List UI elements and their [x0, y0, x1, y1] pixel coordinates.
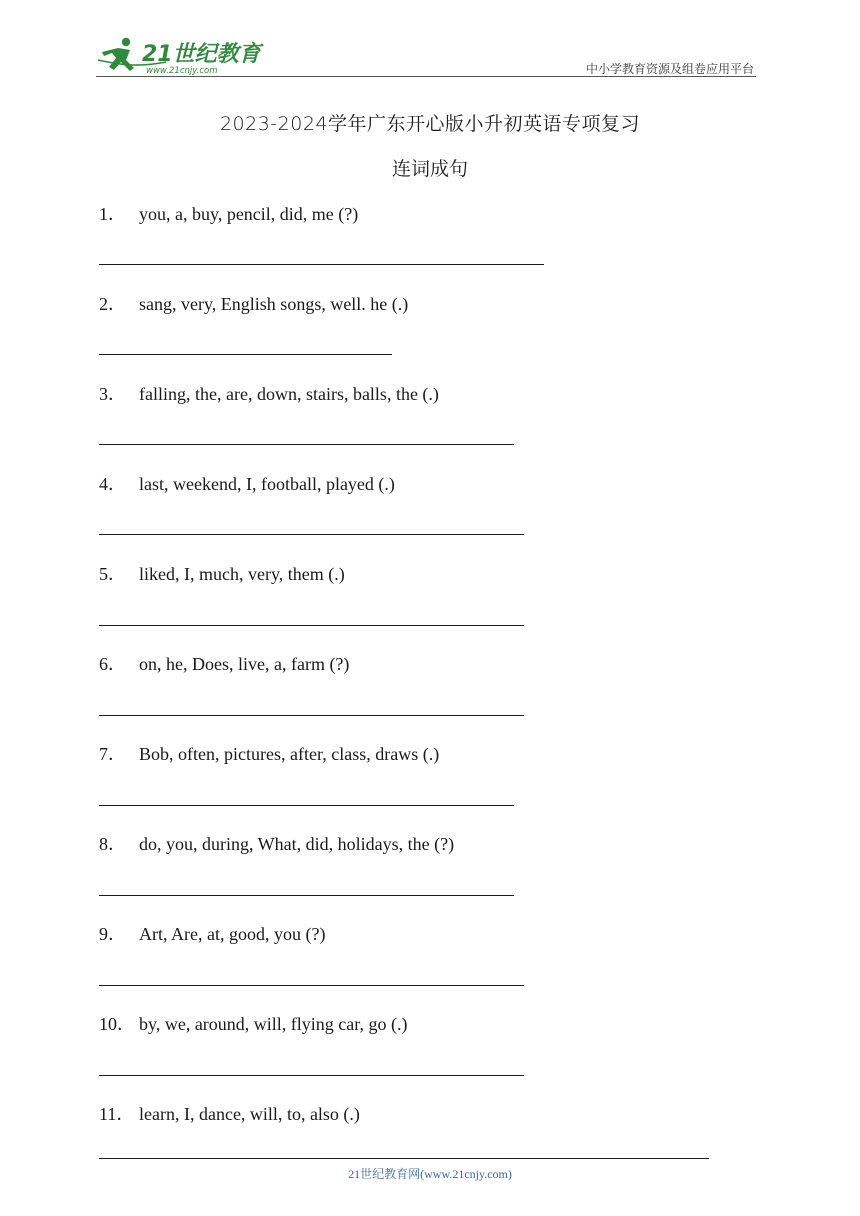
question-number: 3．	[99, 384, 126, 404]
question-item	[99, 380, 439, 406]
question-item	[99, 290, 408, 316]
question-item	[99, 470, 395, 496]
question-number: 1．	[99, 204, 126, 224]
question-text: by, we, around, will, flying car, go (.)	[139, 1014, 408, 1034]
question-item	[99, 650, 349, 676]
answer-line[interactable]	[99, 534, 524, 535]
answer-line[interactable]	[99, 985, 524, 986]
question-number: 5．	[99, 564, 126, 584]
question-text: do, you, during, What, did, holidays, the (?)	[139, 834, 455, 854]
page-subtitle: 连词成句	[391, 158, 468, 180]
question-item	[99, 740, 439, 766]
question-text: liked, I, much, very, them (.)	[139, 564, 345, 584]
answer-line[interactable]	[99, 715, 524, 716]
question-text: sang, very, English songs, well. he (.)	[139, 294, 409, 314]
answer-line[interactable]	[99, 354, 392, 355]
answer-line[interactable]	[99, 895, 514, 896]
svg-text:21世纪教育: 21世纪教育	[142, 42, 261, 67]
question-text: last, weekend, I, football, played (.)	[139, 474, 395, 494]
question-number: 4．	[99, 474, 126, 494]
question-item	[99, 830, 454, 856]
answer-line[interactable]	[99, 805, 514, 806]
page-title: 2023-2024学年广东开心版小升初英语专项复习	[219, 113, 641, 135]
question-text: on, he, Does, live, a, farm (?)	[139, 654, 350, 674]
question-item	[99, 920, 325, 946]
question-number: 11．	[99, 1104, 135, 1124]
question-number: 8．	[99, 834, 126, 854]
question-number: 10．	[99, 1014, 135, 1034]
question-text: you, a, buy, pencil, did, me (?)	[139, 204, 359, 224]
question-text: Bob, often, pictures, after, class, draws (.)	[139, 744, 440, 764]
question-text: Art, Are, at, good, you (?)	[139, 924, 326, 944]
answer-line[interactable]	[99, 444, 514, 445]
answer-line[interactable]	[99, 1075, 524, 1076]
question-number: 6．	[99, 654, 126, 674]
question-number: 7．	[99, 744, 126, 764]
header-divider	[96, 76, 756, 77]
site-logo	[96, 34, 266, 76]
answer-line[interactable]	[99, 1158, 709, 1159]
question-text: learn, I, dance, will, to, also (.)	[139, 1104, 360, 1124]
answer-line[interactable]	[99, 625, 524, 626]
page-header	[96, 34, 756, 78]
svg-text:www.21cnjy.com: www.21cnjy.com	[146, 66, 218, 76]
question-number: 2．	[99, 294, 126, 314]
runner-logo-icon	[96, 34, 266, 76]
page-footer: 21世纪教育网(www.21cnjy.com)	[348, 1167, 512, 1181]
question-item	[99, 1010, 408, 1036]
question-number: 9．	[99, 924, 126, 944]
answer-line[interactable]	[99, 264, 544, 265]
question-item	[99, 200, 358, 226]
platform-label: 中小学教育资源及组卷应用平台	[585, 62, 754, 76]
question-text: falling, the, are, down, stairs, balls, the (.)	[139, 384, 439, 404]
question-item	[99, 560, 345, 586]
question-item	[99, 1100, 360, 1126]
